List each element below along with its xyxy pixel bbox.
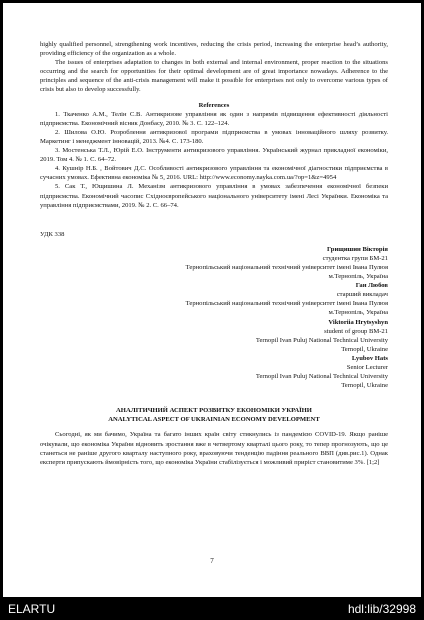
author-name: Ган Любов [355, 282, 388, 290]
author-name: Lyubov Hats [351, 354, 388, 362]
author-name: Грищишин Вікторія [327, 245, 388, 253]
footer-bar [0, 597, 424, 620]
article-title-en: ANALYTICAL ASPECT OF UKRAINIAN ECONOMY DEVELOPMENT [108, 416, 320, 424]
intro-paragraph-1: highly qualified personnel, strengthening work incentives, reducing the crisis period, increasing the enterprise head’s authority, providing efficiency of the organization as a whole. [40, 41, 388, 58]
footer-repository-label: ELARTU [8, 602, 56, 616]
footer-handle: hdl:lib/32998 [347, 602, 416, 616]
author-university: Ternopil Ivan Puluj National Technical University [255, 336, 388, 344]
author-role: student of group BM-21 [324, 327, 388, 335]
article-body: Сьогодні, як ми бачимо, Україна та багато інших країн світу стикнулись із пандемією COVID-19. Якщо раніше очікували, що економіка України відновить зростання вже в четвертому кварталі цього року, то тепер прогнозують, що це станеться не раніше другого кварталу наступного року, враховуючи тенденцію падіння реального ВВП (див.рис.1). Однак експерти припускають ймовірність того, що економіка України стабілізується і можливий приріст становитиме 3%. [1;2] [40, 431, 388, 466]
references-title: References [198, 101, 230, 109]
udk-code: УДК 338 [40, 230, 65, 238]
author-university: Тернопільський національний технічний університет імені Івана Пулюя [185, 300, 388, 308]
article-title-uk: АНАЛІТИЧНИЙ АСПЕКТ РОЗВИТКУ ЕКОНОМІКИ УКРАЇНИ [116, 407, 312, 415]
author-city: м.Тернопіль, Україна [328, 309, 388, 317]
author-name: Viktoriia Hrytsyshyn [328, 318, 388, 326]
reference-item: 5. Сак Т., Ющишина Л. Механізм антикризового управління в умовах забезпечення економічної безпеки підприємства. Економічний часопис Східноєвропейського національного університету імені Лесі Українки. Економіка та управління підприємствами, 2019. № 2. С. 66–74. [40, 183, 388, 209]
author-city: Ternopil, Ukraine [341, 382, 388, 390]
reference-item: 4. Кушнір Н.Б. , Войтович Д.С. Особливості антикризового управління та економічної діагностики підприємства в сучасних умовах. Ефективна економіка № 5, 2016. URL: http://www.economy.nayka.com.ua/?op=1&z=4954 [40, 165, 388, 182]
reference-item: 2. Шилова О.Ю. Розроблення антикризової програми підприємства в умовах інноваційного шляху розвитку. Маркетинг і менеджмент інновацій, 2013. №4. С. 173-180. [40, 128, 388, 145]
page-content [40, 40, 388, 467]
author-role: Senior Lecturer [346, 364, 388, 371]
reference-item: 3. Мостенська Т.Л., Юрій Е.О. Інструменти антикризового управління. Український журнал прикладної економіки, 2019. Том 4. № 1. С. 64–72. [40, 147, 388, 164]
author-role: старший викладач [336, 291, 388, 299]
author-role: студентка групи БМ-21 [322, 254, 388, 262]
author-university: Тернопільський національний технічний університет імені Івана Пулюя [185, 263, 388, 271]
author-city: Ternopil, Ukraine [341, 345, 388, 353]
reference-item: 1. Ткаченко А.М., Телін С.В. Антикризове управління як один з напрямів підвищення ефективності діяльності підприємства. Економічний вісник Донбасу, 2010. № 3. С. 122–124. [40, 110, 388, 127]
author-university: Ternopil Ivan Puluj National Technical University [255, 373, 388, 381]
page-number: 7 [210, 557, 214, 565]
intro-paragraph-2: The issues of enterprises adaptation to changes in both external and internal environment, proper reaction to the situations occurring and the search for opportunities for their optimal development are of great importance nowadays. Adherence to the principles and sequence of the anti-crisis management will make it possible for enterprises not only to overcome various types of crisis but also to develop successfully. [40, 59, 388, 94]
document-page [3, 3, 421, 597]
author-city: м.Тернопіль, Україна [328, 273, 388, 281]
